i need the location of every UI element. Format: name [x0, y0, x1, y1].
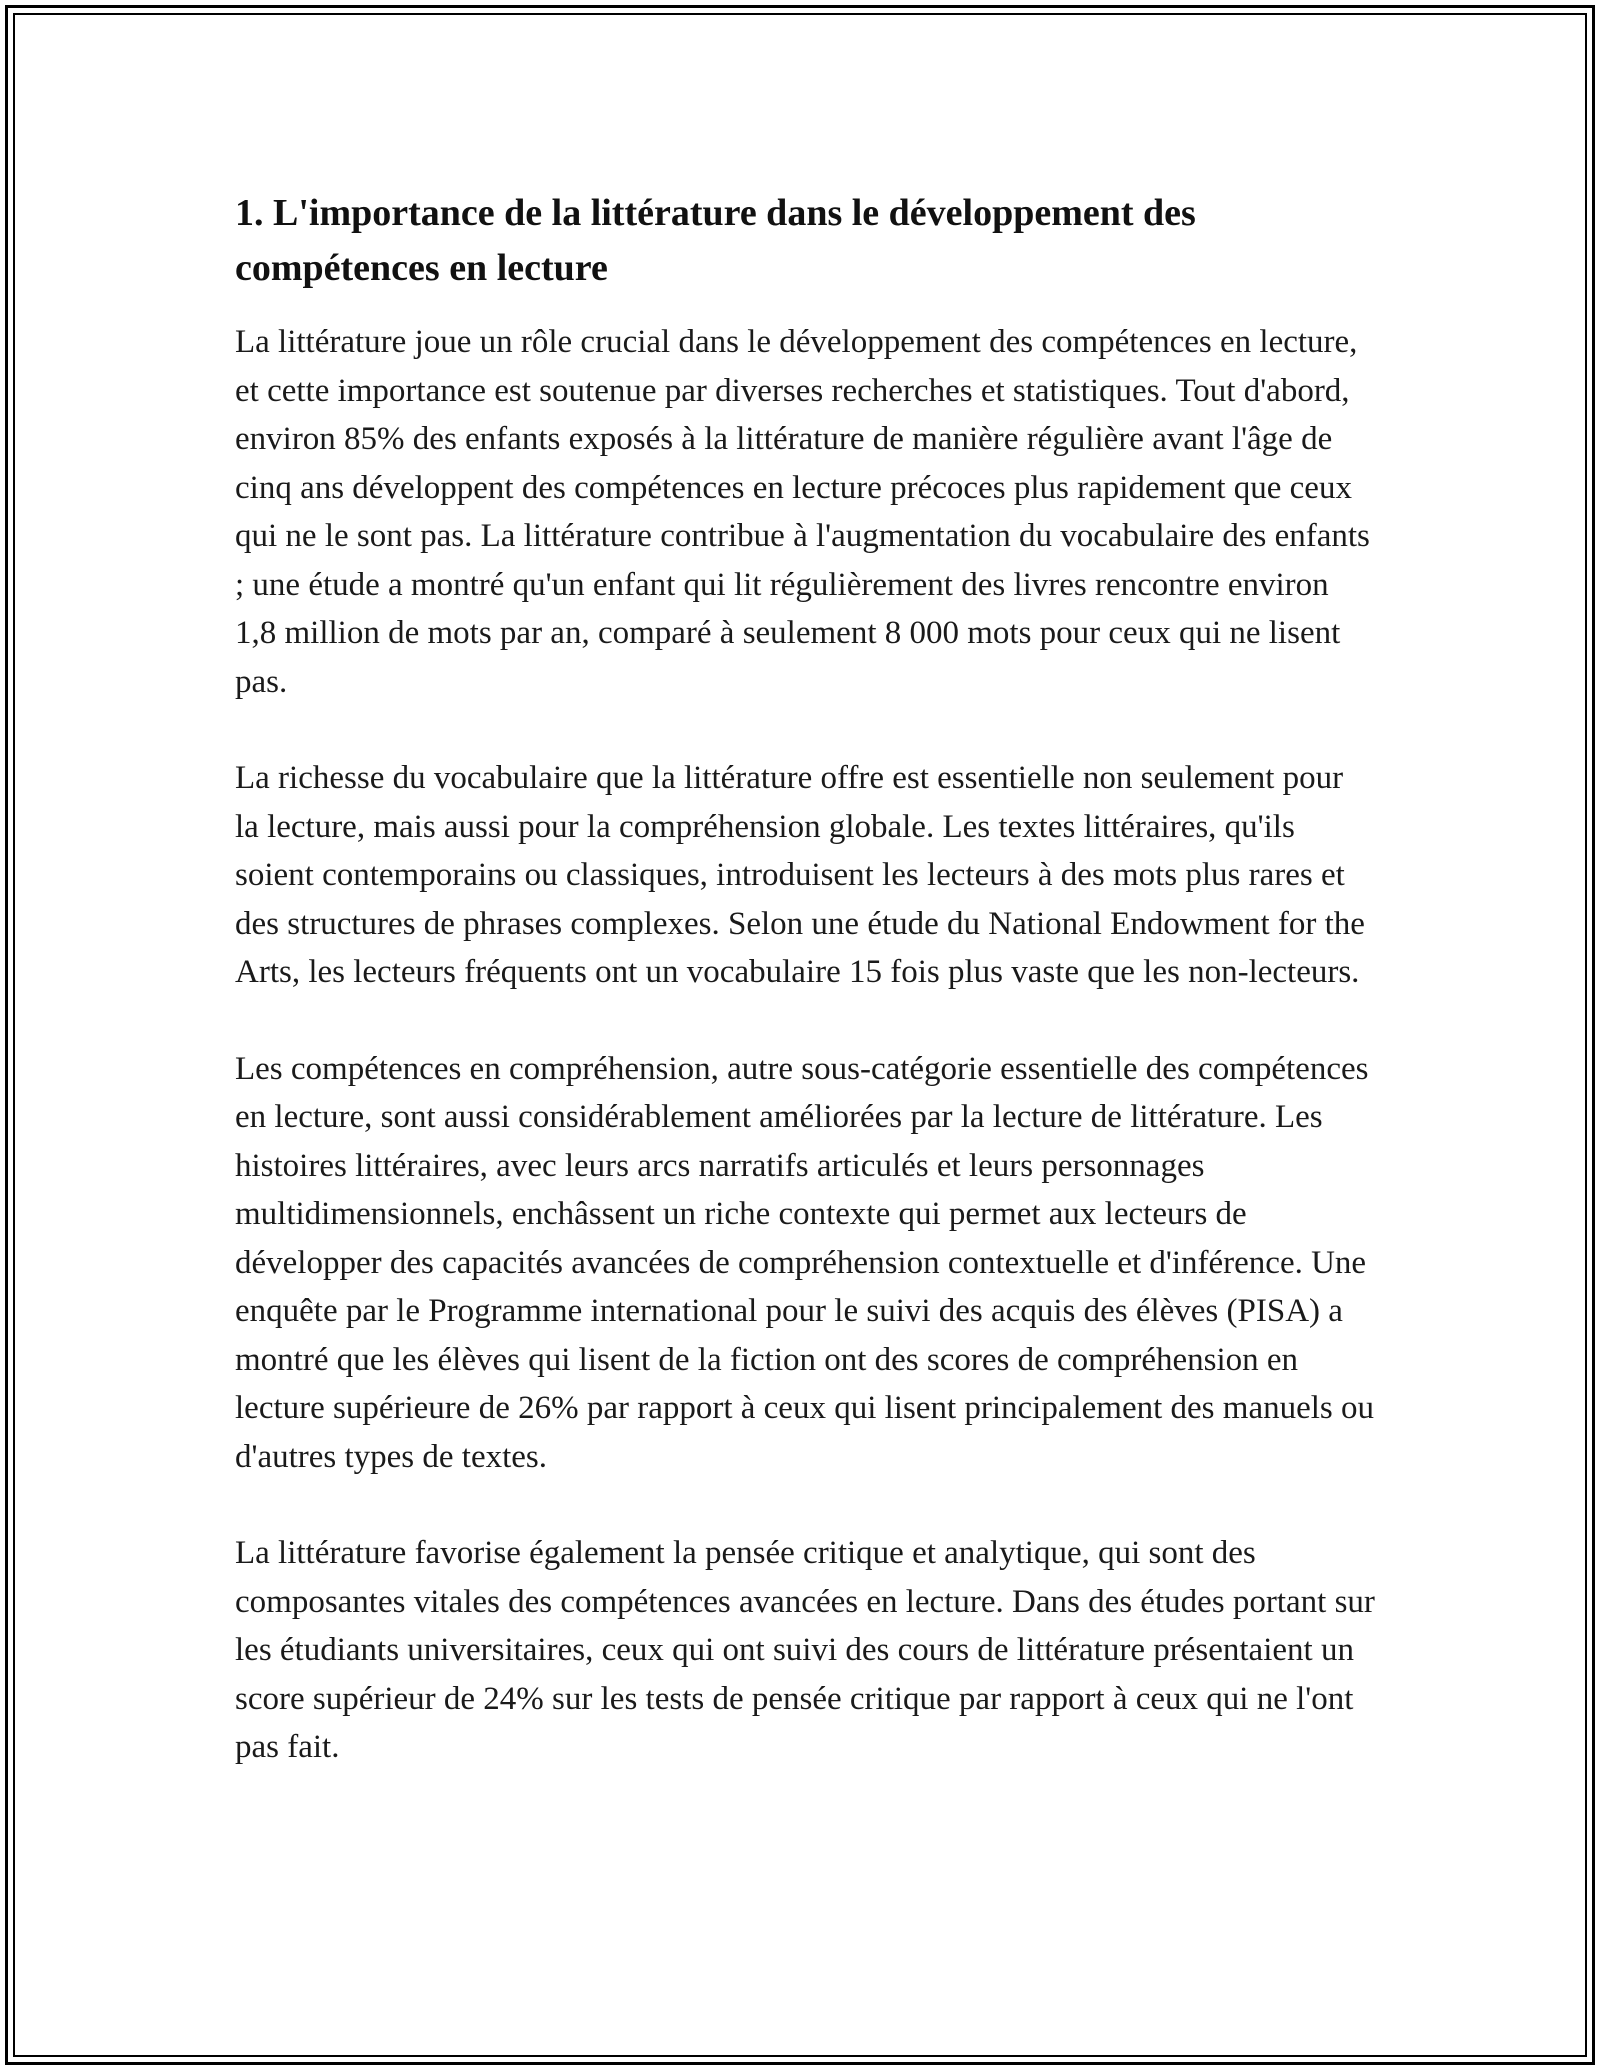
paragraph-2: La richesse du vocabulaire que la littérature offre est essentielle non seulement pour la lecture, mais aussi pour la compréhension globale. Les textes littéraires, qu'ils soient contemporains ou classiques, introduisent les lecteurs à des mots plus rares et des structures de phrases complexes. Selon une étude du National Endowment for the Arts, les lecteurs fréquents ont un vocabulaire 15 fois plus vaste que les non-lecteurs. [235, 760, 1365, 990]
document-body [235, 186, 1375, 1772]
section-heading: 1. L'importance de la littérature dans le développement des compétences en lecture [235, 192, 1196, 289]
paragraph-1: La littérature joue un rôle crucial dans le développement des compétences en lecture, et cette importance est soutenue par diverses recherches et statistiques. Tout d'abord, environ 85% des enfants exposés à la littérature de manière régulière avant l'âge de cinq ans développent des compétences en lecture précoces plus rapidement que ceux qui ne le sont pas. La littérature contribue à l'augmentation du vocabulaire des enfants ; une étude a montré qu'un enfant qui lit régulièrement des livres rencontre environ 1,8 million de mots par an, comparé à seulement 8 000 mots pour ceux qui ne lisent pas. [235, 324, 1370, 700]
paragraph-3: Les compétences en compréhension, autre sous-catégorie essentielle des compétences en lecture, sont aussi considérablement améliorées par la lecture de littérature. Les histoires littéraires, avec leurs arcs narratifs articulés et leurs personnages multidimensionnels, enchâssent un riche contexte qui permet aux lecteurs de développer des capacités avancées de compréhension contextuelle et d'inférence. Une enquête par le Programme international pour le suivi des acquis des élèves (PISA) a montré que les élèves qui lisent de la fiction ont des scores de compréhension en lecture supérieure de 26% par rapport à ceux qui lisent principalement des manuels ou d'autres types de textes. [235, 1050, 1374, 1475]
paragraph-4: La littérature favorise également la pensée critique et analytique, qui sont des composantes vitales des compétences avancées en lecture. Dans des études portant sur les étudiants universitaires, ceux qui ont suivi des cours de littérature présentaient un score supérieur de 24% sur les tests de pensée critique par rapport à ceux qui ne l'ont pas fait. [235, 1535, 1375, 1765]
